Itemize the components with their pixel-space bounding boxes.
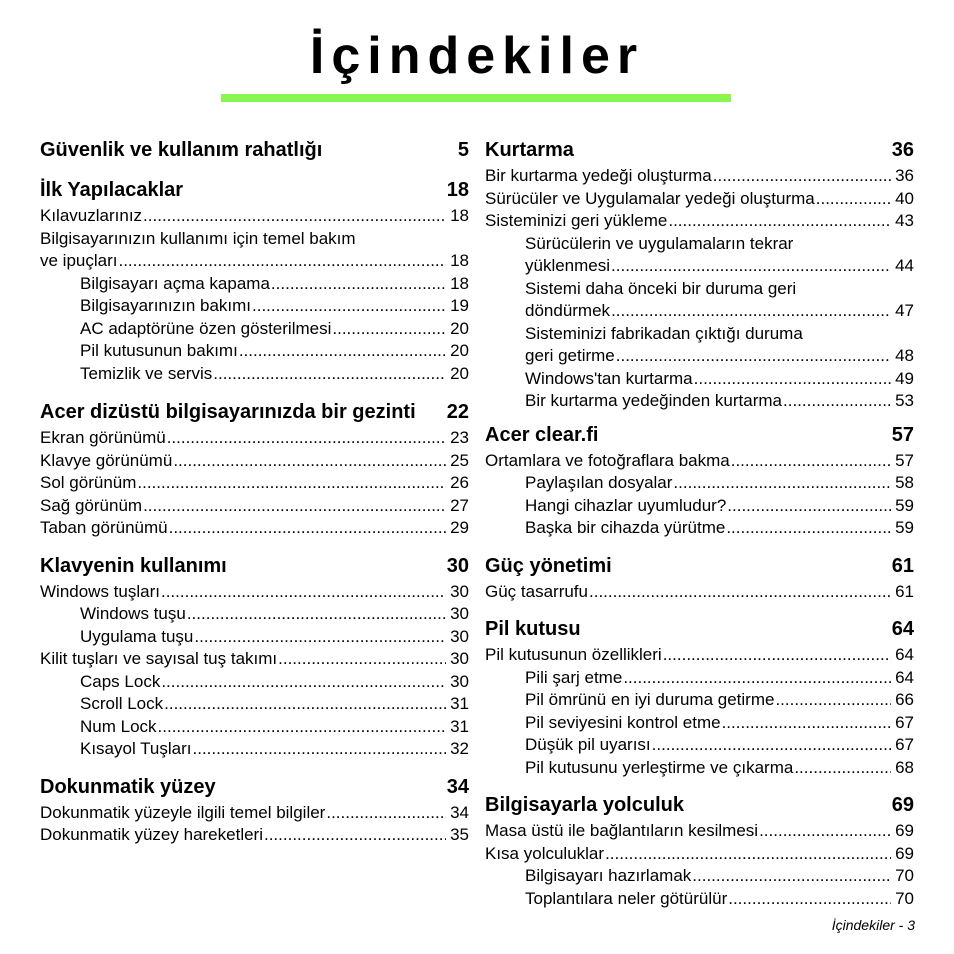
entry-title: Dokunmatik yüzeyle ilgili temel bilgiler xyxy=(40,802,326,822)
entry-page-number: 58 xyxy=(895,473,914,492)
dot-leader xyxy=(326,802,446,825)
entry-page-number: 31 xyxy=(450,694,469,713)
section-title: Acer clear.fi xyxy=(485,423,599,446)
section-title: Güç yönetimi xyxy=(485,554,612,577)
entry-title: Paylaşılan dosyalar xyxy=(525,473,673,492)
dot-leader xyxy=(605,843,891,866)
entry-page-number: 20 xyxy=(450,318,469,338)
entry-title: Sol görünüm xyxy=(40,473,137,492)
toc-section-heading[interactable] xyxy=(485,618,914,641)
page-title: İçindekiler xyxy=(309,27,645,85)
entry-page-number: 27 xyxy=(450,495,469,515)
entry-title: yüklenmesi xyxy=(525,256,611,275)
dot-leader xyxy=(332,318,446,341)
dot-leader xyxy=(252,295,446,318)
entry-page-number: 66 xyxy=(895,690,914,709)
toc-entry[interactable] xyxy=(485,757,914,780)
entry-page-number: 31 xyxy=(450,716,469,736)
entry-page-number: 43 xyxy=(895,211,914,230)
entry-title: Bir kurtarma yedeğinden kurtarma xyxy=(525,391,783,410)
toc-entry-line: Sisteminizi fabrikadan çıktığı duruma xyxy=(525,323,803,343)
entry-page-number: 32 xyxy=(450,739,469,758)
entry-page-number: 47 xyxy=(895,301,914,320)
dot-leader xyxy=(167,427,446,450)
toc-entry[interactable] xyxy=(40,205,469,228)
title-underline xyxy=(221,94,731,102)
entry-title: Windows tuşları xyxy=(40,581,160,601)
section-title: Güvenlik ve kullanım rahatlığı xyxy=(40,139,323,161)
dot-leader xyxy=(775,689,891,712)
entry-page-number: 20 xyxy=(450,341,469,360)
toc-section-heading[interactable] xyxy=(485,139,914,162)
entry-page-number: 64 xyxy=(895,667,914,687)
toc-entry[interactable] xyxy=(485,472,914,495)
toc-entry[interactable] xyxy=(485,581,914,604)
dot-leader xyxy=(143,205,446,228)
toc-entry[interactable] xyxy=(40,603,469,626)
toc-entry[interactable] xyxy=(485,450,914,473)
entry-page-number: 18 xyxy=(450,251,469,270)
entry-title: Ekran görünümü xyxy=(40,428,166,447)
entry-page-number: 61 xyxy=(895,581,914,601)
entry-title: Bilgisayarı açma kapama xyxy=(80,273,270,293)
toc-entry[interactable] xyxy=(40,250,469,273)
toc-entry[interactable] xyxy=(40,427,469,450)
entry-title: Pili şarj etme xyxy=(525,667,623,687)
toc-entry[interactable] xyxy=(485,495,914,518)
entry-title: Klavye görünümü xyxy=(40,450,173,470)
entry-title: Bilgisayarı hazırlamak xyxy=(525,866,692,885)
entry-page-number: 18 xyxy=(450,273,469,293)
toc-entry[interactable] xyxy=(485,820,914,843)
dot-leader xyxy=(194,626,446,649)
dot-leader xyxy=(713,165,891,188)
dot-leader xyxy=(187,603,446,626)
dot-leader xyxy=(759,820,891,843)
entry-title: Güç tasarrufu xyxy=(485,581,588,601)
toc-section-heading[interactable] xyxy=(485,794,914,817)
section-title: Pil kutusu xyxy=(485,618,581,640)
entry-page-number: 30 xyxy=(450,581,469,601)
entry-title: Caps Lock xyxy=(80,671,161,691)
toc-entry[interactable] xyxy=(40,802,469,825)
entry-title: Sisteminizi geri yükleme xyxy=(485,211,668,230)
entry-page-number: 59 xyxy=(895,518,914,537)
toc-entry[interactable] xyxy=(40,738,469,761)
entry-page-number: 30 xyxy=(450,671,469,691)
dot-leader xyxy=(731,450,891,473)
section-title: İlk Yapılacaklar xyxy=(40,179,184,201)
toc-entry[interactable] xyxy=(485,188,914,211)
dot-leader xyxy=(264,824,446,847)
dot-leader xyxy=(616,345,891,368)
toc-entry[interactable] xyxy=(40,824,469,847)
dot-leader xyxy=(694,368,891,391)
toc-entry[interactable] xyxy=(485,255,914,278)
entry-page-number: 35 xyxy=(450,825,469,844)
dot-leader xyxy=(673,472,891,495)
toc-entry[interactable] xyxy=(485,865,914,888)
entry-page-number: 53 xyxy=(895,391,914,410)
dot-leader xyxy=(663,644,891,667)
dot-leader xyxy=(278,648,446,671)
entry-title: Windows tuşu xyxy=(80,604,186,623)
dot-leader xyxy=(722,712,891,735)
entry-page-number: 67 xyxy=(895,735,914,754)
entry-page-number: 59 xyxy=(895,495,914,515)
toc-entry[interactable] xyxy=(485,165,914,188)
entry-page-number: 26 xyxy=(450,473,469,492)
section-page-number: 34 xyxy=(446,775,469,798)
entry-title: Ortamlara ve fotoğraflara bakma xyxy=(485,450,730,470)
entry-page-number: 57 xyxy=(895,450,914,470)
entry-page-number: 67 xyxy=(895,712,914,732)
entry-title: Windows'tan kurtarma xyxy=(525,368,693,388)
entry-page-number: 19 xyxy=(450,296,469,315)
toc-entry[interactable] xyxy=(485,667,914,690)
dot-leader xyxy=(816,188,891,211)
toc-entry-line: Bilgisayarınızın kullanımı için temel bakım xyxy=(40,228,356,248)
entry-title: Bir kurtarma yedeği oluşturma xyxy=(485,166,712,185)
toc-entry[interactable] xyxy=(40,648,469,671)
entry-title: Dokunmatik yüzey hareketleri xyxy=(40,825,263,844)
entry-page-number: 34 xyxy=(450,802,469,822)
dot-leader xyxy=(213,363,446,386)
entry-title: Uygulama tuşu xyxy=(80,626,194,646)
toc-entry[interactable] xyxy=(485,390,914,413)
dot-leader xyxy=(164,693,446,716)
dot-leader xyxy=(161,671,446,694)
dot-leader xyxy=(623,667,891,690)
toc-entry[interactable] xyxy=(40,626,469,649)
dot-leader xyxy=(652,734,891,757)
dot-leader xyxy=(193,738,447,761)
entry-page-number: 69 xyxy=(895,821,914,840)
toc-entry[interactable] xyxy=(485,712,914,735)
section-title: Acer dizüstü bilgisayarınızda bir gezinti xyxy=(40,401,416,423)
entry-page-number: 68 xyxy=(895,757,914,777)
toc-section-heading[interactable] xyxy=(485,555,914,578)
toc-entry[interactable] xyxy=(40,318,469,341)
dot-leader xyxy=(611,255,891,278)
toc-section-heading[interactable] xyxy=(40,401,469,424)
dot-leader xyxy=(692,865,891,888)
entry-title: Num Lock xyxy=(80,716,157,736)
entry-title: Masa üstü ile bağlantıların kesilmesi xyxy=(485,821,759,840)
dot-leader xyxy=(589,581,891,604)
section-page-number: 30 xyxy=(446,554,469,577)
dot-leader xyxy=(161,581,446,604)
toc-section-heading[interactable] xyxy=(40,139,469,162)
section-title: Kurtarma xyxy=(485,139,574,161)
entry-page-number: 49 xyxy=(895,368,914,388)
entry-page-number: 18 xyxy=(450,206,469,225)
toc-entry[interactable] xyxy=(485,689,914,712)
entry-title: döndürmek xyxy=(525,301,611,320)
dot-leader xyxy=(271,273,446,296)
entry-page-number: 69 xyxy=(895,843,914,863)
section-page-number: 22 xyxy=(446,401,469,423)
toc-entry[interactable] xyxy=(485,300,914,323)
section-page-number: 69 xyxy=(891,794,914,816)
entry-title: geri getirme xyxy=(525,346,615,365)
entry-title: Pil kutusunun bakımı xyxy=(80,341,238,360)
entry-title: Pil kutusunu yerleştirme ve çıkarma xyxy=(525,757,794,777)
toc-section-heading[interactable] xyxy=(485,424,914,447)
dot-leader xyxy=(173,450,446,473)
toc-right-column xyxy=(485,135,914,910)
section-page-number: 61 xyxy=(891,554,914,577)
entry-title: Kısa yolculuklar xyxy=(485,843,605,863)
toc-entry[interactable] xyxy=(40,671,469,694)
toc-entry[interactable] xyxy=(40,340,469,363)
toc-section-heading[interactable] xyxy=(40,776,469,799)
entry-title: Sürücüler ve Uygulamalar yedeği oluşturma xyxy=(485,188,815,208)
dot-leader xyxy=(143,495,446,518)
toc-entry[interactable] xyxy=(485,210,914,233)
entry-page-number: 30 xyxy=(450,626,469,646)
entry-title: ve ipuçları xyxy=(40,251,118,270)
entry-title: Kısayol Tuşları xyxy=(80,739,192,758)
entry-title: Pil kutusunun özellikleri xyxy=(485,645,662,664)
section-page-number: 36 xyxy=(891,139,914,161)
toc-entry-line: Sürücülerin ve uygulamaların tekrar xyxy=(525,233,794,253)
dot-leader xyxy=(783,390,891,413)
entry-page-number: 30 xyxy=(450,649,469,668)
toc-entry[interactable] xyxy=(40,495,469,518)
entry-title: Taban görünümü xyxy=(40,518,168,537)
toc-entry[interactable] xyxy=(485,843,914,866)
toc-entry[interactable] xyxy=(40,450,469,473)
dot-leader xyxy=(239,340,446,363)
entry-title: Kilit tuşları ve sayısal tuş takımı xyxy=(40,649,278,668)
entry-page-number: 23 xyxy=(450,428,469,447)
dot-leader xyxy=(726,517,891,540)
toc-entry[interactable] xyxy=(40,517,469,540)
toc-entry[interactable] xyxy=(40,472,469,495)
entry-title: Pil seviyesini kontrol etme xyxy=(525,712,721,732)
toc-entry[interactable] xyxy=(485,734,914,757)
entry-title: Pil ömrünü en iyi duruma getirme xyxy=(525,690,775,709)
toc-entry[interactable] xyxy=(40,363,469,386)
toc-entry[interactable] xyxy=(485,888,914,911)
section-title: Bilgisayarla yolculuk xyxy=(485,794,684,816)
entry-title: Bilgisayarınızın bakımı xyxy=(80,296,252,315)
dot-leader xyxy=(727,495,891,518)
toc-entry[interactable] xyxy=(485,517,914,540)
entry-page-number: 40 xyxy=(895,188,914,208)
entry-title: Kılavuzlarınız xyxy=(40,206,143,225)
section-page-number: 64 xyxy=(891,618,914,640)
section-title: Dokunmatik yüzey xyxy=(40,775,216,798)
entry-page-number: 70 xyxy=(895,866,914,885)
entry-page-number: 29 xyxy=(450,518,469,537)
entry-title: Başka bir cihazda yürütme xyxy=(525,518,726,537)
toc-left-column xyxy=(40,135,469,847)
toc-entry[interactable] xyxy=(485,644,914,667)
section-page-number: 18 xyxy=(446,179,469,201)
entry-page-number: 30 xyxy=(450,604,469,623)
dot-leader xyxy=(794,757,891,780)
entry-title: Toplantılara neler götürülür xyxy=(525,888,728,908)
section-title: Klavyenin kullanımı xyxy=(40,554,227,577)
dot-leader xyxy=(118,250,446,273)
entry-title: Sağ görünüm xyxy=(40,495,143,515)
dot-leader xyxy=(611,300,891,323)
dot-leader xyxy=(668,210,891,233)
entry-page-number: 48 xyxy=(895,346,914,365)
entry-page-number: 70 xyxy=(895,888,914,908)
toc-entry[interactable] xyxy=(485,368,914,391)
dot-leader xyxy=(158,716,446,739)
toc-entry-line: Sistemi daha önceki bir duruma geri xyxy=(525,278,797,298)
entry-page-number: 44 xyxy=(895,256,914,275)
entry-page-number: 36 xyxy=(895,166,914,185)
toc-entry[interactable] xyxy=(40,273,469,296)
entry-title: AC adaptörüne özen gösterilmesi xyxy=(80,318,332,338)
dot-leader xyxy=(728,888,891,911)
entry-page-number: 64 xyxy=(895,645,914,664)
toc-entry[interactable] xyxy=(40,693,469,716)
dot-leader xyxy=(137,472,446,495)
toc-entry[interactable] xyxy=(485,345,914,368)
entry-page-number: 20 xyxy=(450,363,469,383)
entry-title: Scroll Lock xyxy=(80,694,164,713)
entry-title: Temizlik ve servis xyxy=(80,363,213,383)
entry-page-number: 25 xyxy=(450,450,469,470)
page-footer: İçindekiler - 3 xyxy=(831,917,915,933)
dot-leader xyxy=(169,517,446,540)
entry-title: Düşük pil uyarısı xyxy=(525,735,651,754)
toc-section-heading[interactable] xyxy=(40,555,469,578)
toc-section-heading[interactable] xyxy=(40,179,469,202)
section-page-number: 57 xyxy=(891,423,914,446)
section-page-number: 5 xyxy=(457,139,469,161)
entry-title: Hangi cihazlar uyumludur? xyxy=(525,495,727,515)
toc-entry[interactable] xyxy=(40,716,469,739)
toc-entry[interactable] xyxy=(40,295,469,318)
toc-entry[interactable] xyxy=(40,581,469,604)
